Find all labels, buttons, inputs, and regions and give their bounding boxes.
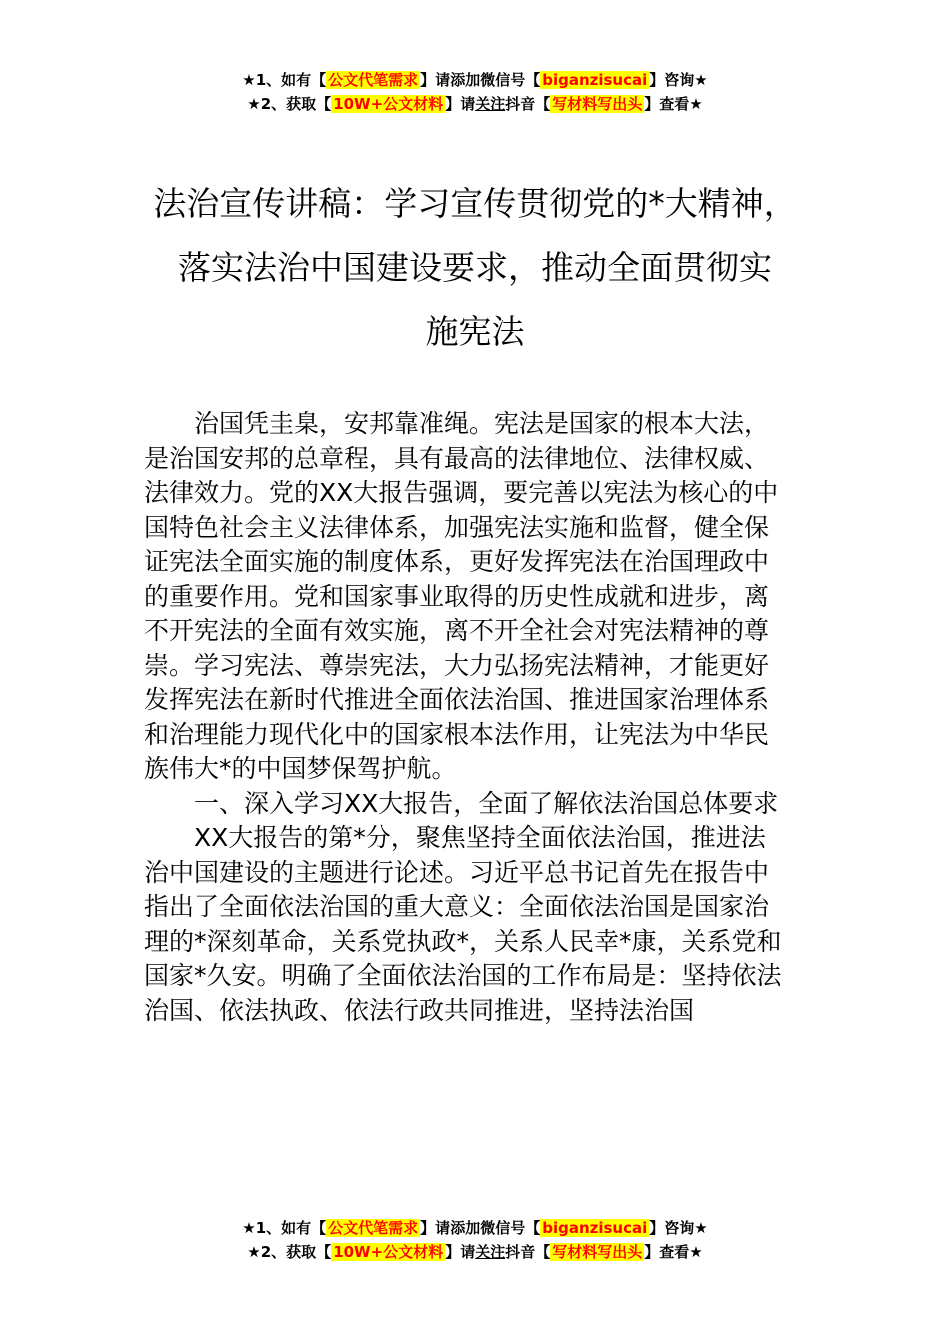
title-line: 施宪法 [425, 312, 525, 351]
banner-highlight: 10W+公文材料 [333, 95, 444, 113]
banner-line-1 [0, 68, 950, 92]
body-line: 是治国安邦的总章程，具有最高的法律地位、法律权威、 [144, 443, 770, 473]
body-line: 崇。学习宪法、尊崇宪法，大力弘扬宪法精神，才能更好 [144, 650, 770, 680]
banner-text: ★1、如有【 [242, 71, 327, 89]
banner-highlight: 公文代笔需求 [328, 1219, 419, 1237]
banner-text: 】请 [445, 95, 476, 113]
body-line: 和治理能力现代化中的国家根本法作用，让宪法为中华民 [144, 719, 770, 749]
document-body [144, 407, 812, 1028]
banner-emphasis: 添加 [450, 1219, 481, 1237]
banner-highlight: 10W+公文材料 [333, 1243, 444, 1261]
document-title [130, 172, 820, 364]
body-line: 治国凭圭臬，安邦靠准绳。宪法是国家的根本大法， [194, 409, 770, 438]
banner-highlight: 写材料写出头 [552, 95, 643, 113]
title-line: 落实法治中国建设要求，推动全面贯彻实 [178, 248, 772, 287]
body-line: 指出了全面依法治国的重大意义：全面依法治国是国家治 [144, 892, 770, 921]
banner-line-2 [0, 1240, 950, 1264]
banner-highlight: biganzisucai [542, 71, 648, 89]
banner-line-2 [0, 92, 950, 116]
body-line: 的重要作用。党和国家事业取得的历史性成就和进步，离 [144, 581, 770, 611]
banner-line-1 [0, 1216, 950, 1240]
banner-emphasis: 关注 [475, 95, 506, 113]
banner-emphasis: 添加 [450, 71, 481, 89]
banner-text: 抖音【 [505, 95, 551, 113]
banner-text: ★2、获取【 [247, 1243, 332, 1261]
body-line: 不开宪法的全面有效实施，离不开全社会对宪法精神的尊 [144, 616, 770, 645]
body-line: 国家*久安。明确了全面依法治国的工作布局是：坚持依法 [144, 961, 782, 990]
banner-text: ★2、获取【 [247, 95, 332, 113]
body-line: 治国、依法执政、依法行政共同推进，坚持法治国 [144, 995, 695, 1025]
body-line: XX大报告的第*分，聚焦坚持全面依法治国，推进法 [194, 823, 766, 852]
body-line: 证宪法全面实施的制度体系，更好发挥宪法在治国理政中 [144, 547, 770, 576]
body-line: 理的*深刻革命，关系党执政*，关系人民幸*康，关系党和 [144, 926, 782, 956]
banner-text: ★1、如有【 [242, 1219, 327, 1237]
body-line: 发挥宪法在新时代推进全面依法治国、推进国家治理体系 [144, 685, 770, 714]
banner-text: 】查看★ [644, 95, 703, 113]
banner-text: 】咨询★ [649, 71, 708, 89]
banner-text: 】请 [420, 71, 451, 89]
banner-emphasis: 关注 [475, 1243, 506, 1261]
banner-highlight: 公文代笔需求 [328, 71, 419, 89]
header-banner [0, 68, 950, 116]
banner-text: 】咨询★ [649, 1219, 708, 1237]
banner-text: 微信号【 [480, 71, 541, 89]
section-heading: 一、深入学习XX大报告，全面了解依法治国总体要求 [194, 788, 779, 818]
body-line: 族伟大*的中国梦保驾护航。 [144, 754, 457, 783]
body-line: 国特色社会主义法律体系，加强宪法实施和监督，健全保 [144, 512, 770, 542]
body-line: 治中国建设的主题进行论述。习近平总书记首先在报告中 [144, 857, 770, 887]
body-line: 法律效力。党的XX大报告强调，要完善以宪法为核心的中 [144, 478, 779, 507]
banner-highlight: 写材料写出头 [552, 1243, 643, 1261]
banner-highlight: biganzisucai [542, 1219, 648, 1237]
banner-text: 抖音【 [505, 1243, 551, 1261]
title-line: 法治宣传讲稿：学习宣传贯彻党的*大精神， [153, 184, 797, 223]
footer-banner [0, 1216, 950, 1264]
banner-text: 】查看★ [644, 1243, 703, 1261]
banner-text: 】请 [420, 1219, 451, 1237]
banner-text: 】请 [445, 1243, 476, 1261]
banner-text: 微信号【 [480, 1219, 541, 1237]
